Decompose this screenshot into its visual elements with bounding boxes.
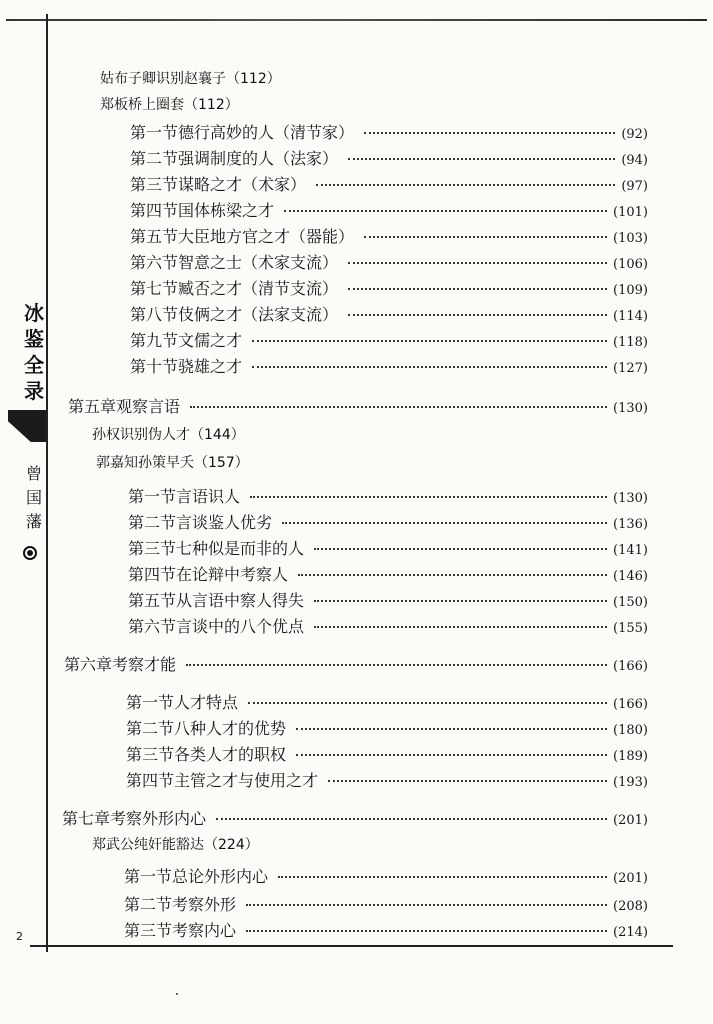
dot-leader [348, 288, 607, 290]
toc-section-entry [128, 484, 648, 507]
toc-anecdote-entry [100, 94, 239, 114]
section-title: 主管之才与使用之才 [174, 771, 319, 790]
dot-leader [298, 574, 607, 576]
author-name: 曾 国 藩 [25, 464, 42, 531]
section-title: 骁雄之才 [178, 357, 243, 376]
spine-rule [46, 14, 48, 952]
anecdote-text: 姑布子卿识别赵襄子（112） [100, 71, 281, 87]
page-reference: (193) [613, 775, 648, 790]
toc-section-entry [130, 250, 648, 273]
toc-section-entry [128, 588, 648, 611]
page-reference: (136) [613, 517, 648, 532]
page-number: 2 [16, 930, 23, 943]
section-number: 第八节 [130, 305, 179, 324]
toc-section-entry [126, 742, 648, 765]
circle-mark-icon [23, 546, 37, 560]
section-number: 第五节 [130, 227, 179, 246]
anecdote-text: 郭嘉知孙策早夭（157） [96, 455, 249, 471]
dot-leader [364, 132, 615, 134]
page-reference: (141) [613, 543, 648, 558]
chapter-title: 考察才能 [112, 655, 177, 674]
dot-leader [328, 780, 607, 782]
section-number: 第三节 [130, 175, 179, 194]
section-number: 第一节 [124, 867, 173, 886]
dot-leader [278, 876, 607, 878]
section-number: 第六节 [128, 617, 177, 636]
section-number: 第三节 [124, 921, 173, 940]
section-number: 第二节 [128, 513, 177, 532]
toc-section-entry [128, 510, 648, 533]
dot-leader [252, 340, 607, 342]
toc-section-entry [130, 302, 648, 325]
page-reference: (106) [613, 257, 648, 272]
page-reference: (180) [613, 723, 648, 738]
toc-section-entry [130, 354, 648, 377]
toc-section-entry [130, 276, 648, 299]
dot-leader [364, 236, 607, 238]
dot-leader [348, 314, 607, 316]
chapter-title: 考察外形内心 [110, 809, 207, 828]
section-number: 第一节 [128, 487, 177, 506]
page-reference: (94) [621, 153, 648, 168]
page-reference: (130) [613, 401, 648, 416]
page-reference: (189) [613, 749, 648, 764]
anecdote-text: 郑板桥上圈套（112） [100, 97, 239, 113]
section-title: 智意之士（术家支流） [178, 253, 339, 272]
dot-leader [246, 904, 607, 906]
toc-anecdote-entry [92, 834, 259, 854]
section-number: 第四节 [130, 201, 179, 220]
page-reference: (208) [613, 899, 648, 914]
toc-section-entry [126, 716, 648, 739]
speck [176, 993, 178, 995]
section-number: 第四节 [126, 771, 175, 790]
toc-chapter-entry [62, 806, 648, 829]
section-title: 言谈中的八个优点 [176, 617, 305, 636]
dot-leader [348, 262, 607, 264]
toc-anecdote-entry [100, 68, 281, 88]
section-title: 总论外形内心 [172, 867, 269, 886]
section-title: 强调制度的人（法家） [178, 149, 339, 168]
section-title: 七种似是而非的人 [176, 539, 305, 558]
page-reference: (109) [613, 283, 648, 298]
toc-section-entry [128, 536, 648, 559]
toc-section-entry [128, 614, 648, 637]
section-number: 第九节 [130, 331, 179, 350]
page-reference: (103) [613, 231, 648, 246]
toc-anecdote-entry [92, 424, 245, 444]
dot-leader [252, 366, 607, 368]
section-title: 考察内心 [172, 921, 237, 940]
chapter-title: 观察言语 [116, 397, 181, 416]
side-bar-ornament [8, 410, 46, 442]
toc-section-entry [130, 172, 648, 195]
dot-leader [250, 496, 607, 498]
bottom-rule [30, 945, 673, 947]
toc-section-entry [124, 864, 648, 887]
section-title: 德行高妙的人（清节家） [178, 123, 355, 142]
toc-section-entry [130, 120, 648, 143]
section-number: 第二节 [124, 895, 173, 914]
toc-section-entry [126, 768, 648, 791]
dot-leader [314, 548, 607, 550]
dot-leader [216, 818, 607, 820]
page-reference: (127) [613, 361, 648, 376]
dot-leader [246, 930, 607, 932]
toc-section-entry [130, 224, 648, 247]
section-title: 大臣地方官之才（器能） [178, 227, 355, 246]
toc-anecdote-entry [96, 452, 249, 472]
toc-section-entry [128, 562, 648, 585]
page-reference: (118) [613, 335, 648, 350]
dot-leader [314, 626, 607, 628]
section-number: 第六节 [130, 253, 179, 272]
page-reference: (166) [613, 659, 648, 674]
page-reference: (150) [613, 595, 648, 610]
section-title: 从言语中察人得失 [176, 591, 305, 610]
dot-leader [296, 728, 607, 730]
dot-leader [348, 158, 615, 160]
section-number: 第三节 [126, 745, 175, 764]
toc-section-entry [130, 198, 648, 221]
dot-leader [284, 210, 607, 212]
section-title: 臧否之才（清节支流） [178, 279, 339, 298]
toc-section-entry [124, 918, 648, 941]
section-number: 第二节 [130, 149, 179, 168]
page-reference: (101) [613, 205, 648, 220]
anecdote-text: 孙权识别伪人才（144） [92, 427, 245, 443]
section-number: 第三节 [128, 539, 177, 558]
page-reference: (214) [613, 925, 648, 940]
toc-section-entry [130, 146, 648, 169]
top-rule [6, 19, 707, 21]
section-number: 第一节 [126, 693, 175, 712]
section-number: 第十节 [130, 357, 179, 376]
section-title: 谋略之才（术家） [178, 175, 307, 194]
section-title: 考察外形 [172, 895, 237, 914]
dot-leader [190, 406, 607, 408]
anecdote-text: 郑武公纯奸能豁达（224） [92, 837, 259, 853]
section-title: 人才特点 [174, 693, 239, 712]
dot-leader [248, 702, 607, 704]
section-title: 文儒之才 [178, 331, 243, 350]
section-title: 各类人才的职权 [174, 745, 287, 764]
toc-section-entry [126, 690, 648, 713]
section-title: 国体栋梁之才 [178, 201, 275, 220]
page-reference: (166) [613, 697, 648, 712]
dot-leader [186, 664, 607, 666]
toc-chapter-entry [68, 394, 648, 417]
page-reference: (155) [613, 621, 648, 636]
dot-leader [314, 600, 607, 602]
section-title: 言谈鉴人优劣 [176, 513, 273, 532]
section-title: 言语识人 [176, 487, 241, 506]
book-title: 冰 鉴 全 录 [24, 301, 44, 403]
page-reference: (97) [621, 179, 648, 194]
section-number: 第四节 [128, 565, 177, 584]
chapter-number: 第五章 [68, 397, 117, 416]
section-title: 在论辩中考察人 [176, 565, 289, 584]
page-reference: (130) [613, 491, 648, 506]
toc-section-entry [130, 328, 648, 351]
section-title: 伎俩之才（法家支流） [178, 305, 339, 324]
page-reference: (146) [613, 569, 648, 584]
page-reference: (201) [613, 871, 648, 886]
section-number: 第二节 [126, 719, 175, 738]
toc-chapter-entry [64, 652, 648, 675]
page-reference: (92) [621, 127, 648, 142]
dot-leader [282, 522, 607, 524]
section-number: 第一节 [130, 123, 179, 142]
section-number: 第五节 [128, 591, 177, 610]
page-reference: (114) [613, 309, 648, 324]
dot-leader [296, 754, 607, 756]
page-reference: (201) [613, 813, 648, 828]
chapter-number: 第七章 [62, 809, 111, 828]
dot-leader [316, 184, 615, 186]
section-title: 八种人才的优势 [174, 719, 287, 738]
toc-section-entry [124, 892, 648, 915]
chapter-number: 第六章 [64, 655, 113, 674]
section-number: 第七节 [130, 279, 179, 298]
